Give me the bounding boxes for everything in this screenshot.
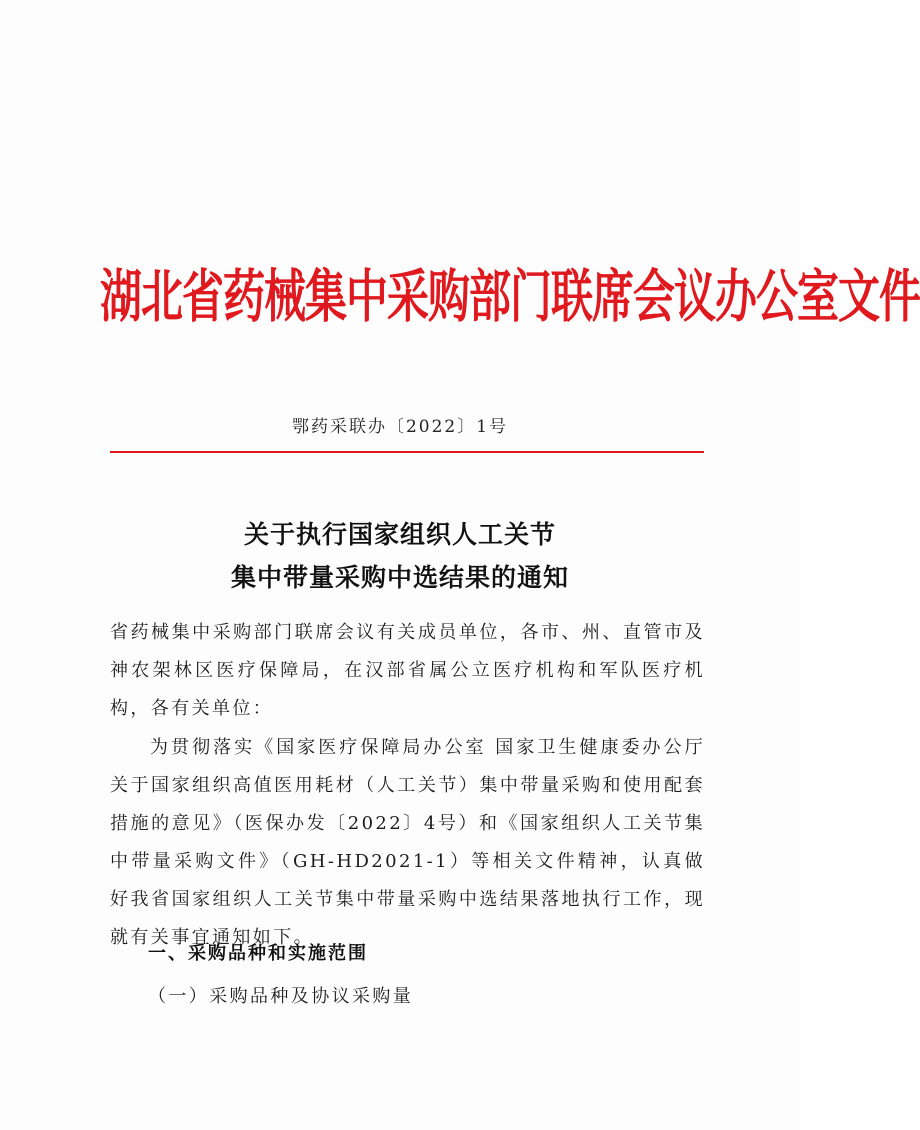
addressee-paragraph: 省药械集中采购部门联席会议有关成员单位，各市、州、直管市及神农架林区医疗保障局，在汉部省属公立医疗机构和军队医疗机构，各有关单位： <box>110 622 705 719</box>
notice-title-line-1: 关于执行国家组织人工关节 <box>243 520 556 549</box>
issuer-title: 湖北省药械集中采购部门联席会议办公室文件 <box>100 263 920 330</box>
body-paragraph-1: 为贯彻落实《国家医疗保障局办公室 国家卫生健康委办公厅关于国家组织高值医用耗材（人工关节）集中带量采购和使用配套措施的意见》（医保办发〔2022〕4号）和《国家组织人工关节集中带量采购文件》（GH-HD2021-1）等相关文件精神，认真做好我省国家组织人工关节集中带量采购中选结果落地执行工作，现就有关事宜通知如下。 <box>110 737 705 948</box>
subsection-heading-1: （一）采购品种及协议采购量 <box>148 986 414 1007</box>
section-heading-1: 一、采购品种和实施范围 <box>148 943 368 964</box>
document-number: 鄂药采联办〔2022〕1号 <box>291 417 509 437</box>
notice-title-line-2: 集中带量采购中选结果的通知 <box>230 563 569 592</box>
red-divider-line <box>110 451 704 453</box>
